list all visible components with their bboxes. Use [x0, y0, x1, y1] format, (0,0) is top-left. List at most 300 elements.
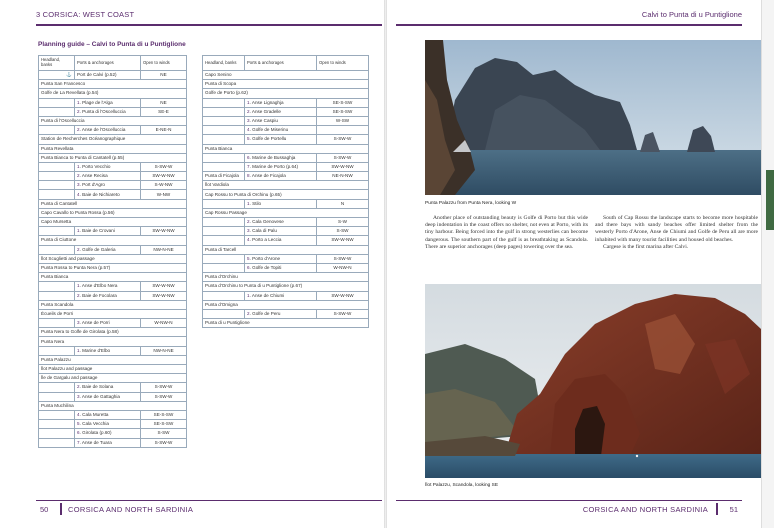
anchorage-number: 6	[77, 430, 80, 436]
headland-cell	[203, 153, 245, 162]
headland-cell	[39, 410, 75, 419]
header-headland: Headland, banks	[203, 56, 245, 71]
winds-cell	[317, 126, 369, 135]
section-cell: Écueils de Porri	[39, 309, 187, 318]
winds-cell: W-NW-N	[317, 263, 369, 272]
section-cell: Punta Rossa to Punta Nera (p.57)	[39, 263, 187, 272]
winds-cell: N	[317, 199, 369, 208]
table-row	[203, 236, 369, 245]
winds-cell: NE-N-NW	[317, 172, 369, 181]
table-row	[203, 144, 369, 153]
winds-cell: S-SW-W	[141, 162, 187, 171]
footer-left	[36, 500, 382, 517]
planning-guide-title: Planning guide – Calvi to Punta di u Puntiglione	[38, 41, 186, 48]
anchorage-name: Stilo	[252, 200, 262, 206]
anchorage-name: Cala Genovese	[252, 219, 284, 225]
table-row	[39, 337, 187, 346]
section-cell: Cap Rossu to Punta di Orchinu (p.65)	[203, 190, 369, 199]
anchorage-number: 2	[77, 173, 80, 179]
table-row	[203, 126, 369, 135]
headland-cell	[203, 236, 245, 245]
page-number-left: 50	[40, 505, 49, 514]
section-cell: Golfe de Porto (p.62)	[203, 89, 369, 98]
book-title-left: CORSICA AND NORTH SARDINIA	[68, 505, 194, 514]
footer-bar-left	[60, 503, 62, 515]
section-cell: Punta Nera	[39, 337, 187, 346]
winds-cell: NE	[141, 98, 187, 107]
table-row	[39, 401, 187, 410]
headland-cell	[39, 383, 75, 392]
winds-cell: SE-S-SW	[317, 107, 369, 116]
anchorage-cell: 5. Cala Vecchia	[75, 420, 141, 429]
table-header-row	[203, 56, 369, 71]
anchorage-name: Anse Caspiu	[251, 118, 278, 124]
winds-cell: S-SW	[141, 429, 187, 438]
table-row	[203, 319, 369, 328]
book-title-right: CORSICA AND NORTH SARDINIA	[582, 505, 708, 514]
winds-cell: NE	[141, 71, 187, 80]
photo-ilot-palazzu-image	[425, 284, 761, 478]
table-row	[39, 429, 187, 438]
winds-cell: S-W-NW	[141, 181, 187, 190]
table-row	[39, 208, 187, 217]
headland-cell	[39, 438, 75, 447]
anchorage-cell: 5. Golfe de Portellu	[245, 135, 317, 144]
winds-cell: NW-N-NE	[141, 245, 187, 254]
headland-cell	[39, 227, 75, 236]
table-row	[39, 227, 187, 236]
table-row	[203, 98, 369, 107]
section-cell: Capo Senino	[203, 71, 369, 80]
winds-cell: S-SW-W	[141, 438, 187, 447]
winds-cell: S-W	[317, 218, 369, 227]
anchorage-cell: 1. Stilo	[245, 199, 317, 208]
winds-cell: W-NW	[141, 190, 187, 199]
body-text-column-2	[595, 215, 758, 251]
section-cell: Punta Scandola	[39, 300, 187, 309]
table-row	[39, 291, 187, 300]
headland-cell: Punta di Ficajola	[203, 172, 245, 181]
table-row	[203, 135, 369, 144]
winds-cell: S-SW-W	[141, 383, 187, 392]
table-row	[39, 300, 187, 309]
anchorage-name: Baie de Nichiareto	[82, 191, 120, 197]
anchorage-name: Plage de l'Alga	[82, 99, 113, 105]
anchorage-number: 2	[77, 246, 80, 252]
anchorage-number: 2	[77, 384, 80, 390]
section-cell: Punta di Scopa	[203, 80, 369, 89]
table-row	[203, 190, 369, 199]
photo-caption-bottom: Îlot Palazzu, Scandola, looking SE	[425, 483, 499, 488]
section-cell: Punta di Ciuttone	[39, 236, 187, 245]
anchorage-cell: 3. Anse de Porri	[75, 319, 141, 328]
table-row	[39, 319, 187, 328]
winds-cell: SW-W-NW	[141, 227, 187, 236]
table-row	[203, 291, 369, 300]
headland-cell	[39, 245, 75, 254]
anchor-icon: ⚓	[66, 72, 72, 78]
anchorage-name: Anse Lignaghja	[251, 99, 284, 105]
left-page	[0, 0, 384, 528]
anchorage-name: Baie de Solana	[82, 384, 114, 390]
section-cell: Punta San Francesco	[39, 80, 187, 89]
anchorage-name: Baie de Crovani	[82, 228, 115, 234]
headland-cell	[203, 309, 245, 318]
table-row	[203, 80, 369, 89]
headland-cell	[203, 291, 245, 300]
anchorage-name: Golfe de Peru	[252, 310, 281, 316]
winds-cell: S-SW-W	[317, 254, 369, 263]
table-row	[39, 263, 187, 272]
anchorage-name: Marine de Porto (p.64)	[252, 163, 299, 169]
section-cell: Punta d'Orchinu to Punta di u Puntiglione (p.67)	[203, 282, 369, 291]
table-row	[203, 254, 369, 263]
winds-cell: SE-S-SW	[141, 420, 187, 429]
table-row	[39, 116, 187, 125]
winds-cell: S-SW-W	[317, 135, 369, 144]
table-row	[203, 273, 369, 282]
section-cell: Punta Palazzu	[39, 355, 187, 364]
table-row	[39, 392, 187, 401]
table-row	[39, 273, 187, 282]
anchorage-name: Baie de Focolara	[82, 292, 117, 298]
table-row	[39, 438, 187, 447]
section-cell: Îlot Scuglietti and passage	[39, 254, 187, 263]
anchorage-number: 4	[247, 127, 250, 133]
anchorage-cell: 1. Baie de Crovani	[75, 227, 141, 236]
headland-cell	[39, 190, 75, 199]
chapter-thumb-tab	[766, 170, 774, 230]
anchorage-number: 7	[247, 163, 250, 169]
headland-cell	[203, 135, 245, 144]
anchorage-name: Golfe de Galeria	[82, 246, 116, 252]
section-cell: Punta Bianca	[203, 144, 369, 153]
anchorage-cell: 2. Golfe de Peru	[245, 309, 317, 318]
anchorage-cell: 4. Porto a Leccia	[245, 236, 317, 245]
anchorage-cell: 8. Anse de Ficajola	[245, 172, 317, 181]
anchorage-number: 1	[77, 283, 80, 289]
anchorage-cell: 1. Anse Lignaghja	[245, 98, 317, 107]
headland-cell	[39, 429, 75, 438]
anchorage-number: 3	[247, 228, 250, 234]
anchorage-name: Anse de Tuara	[81, 439, 112, 445]
section-cell: Punta di Tarcell	[203, 245, 369, 254]
table-row	[39, 181, 187, 190]
anchorage-name: Marine d'Elbo	[82, 347, 111, 353]
anchorage-cell: 1. Marine d'Elbo	[75, 346, 141, 355]
anchorage-number: 4	[77, 191, 80, 197]
table-row	[39, 420, 187, 429]
photo-punta-palazzu-image	[425, 40, 761, 195]
table-row	[39, 365, 187, 374]
section-cell: Capo Cavallo to Punta Rossa (p.56)	[39, 208, 187, 217]
anchorage-cell: 1. Anse d'Elbo Nera	[75, 282, 141, 291]
anchorage-name: Anse d'Elbo Nera	[81, 283, 118, 289]
anchorage-cell: 2. Anse Gradelle	[245, 107, 317, 116]
table-row	[203, 309, 369, 318]
table-row	[39, 245, 187, 254]
anchorage-number: 6	[247, 154, 250, 160]
anchorage-number: 5	[77, 421, 80, 427]
table-row	[39, 135, 187, 144]
table-row	[39, 71, 187, 80]
anchorage-name: Anse de Ficajola	[251, 173, 286, 179]
section-cell: Punta Bianca	[39, 273, 187, 282]
photo-caption-top: Punta Palazzu from Punta Nera, looking W	[425, 201, 517, 206]
anchorage-number: 7	[77, 439, 80, 445]
anchorage-number: 2	[77, 108, 80, 114]
anchorage-name: Port d'Agro	[82, 182, 105, 188]
anchorage-cell: 2. Anse Recisa	[75, 172, 141, 181]
anchorage-number: 2	[247, 310, 250, 316]
anchorage-cell: 3. Cala di Palu	[245, 227, 317, 236]
table-row	[203, 71, 369, 80]
headland-cell	[203, 98, 245, 107]
table-row	[203, 227, 369, 236]
anchorage-name: Punta di l'Oscelluccia	[82, 108, 126, 114]
anchorage-name: Porto a Leccia	[252, 237, 282, 243]
headland-cell	[39, 291, 75, 300]
table-row	[39, 355, 187, 364]
anchorage-name: Anse Recisa	[81, 173, 108, 179]
anchorage-cell: 6. Golfe de Topiti	[245, 263, 317, 272]
anchorage-name: Cala di Palu	[252, 228, 277, 234]
table-row	[39, 107, 187, 116]
headland-cell	[203, 162, 245, 171]
anchorage-cell: 6. Marine de Bussaghja	[245, 153, 317, 162]
table-row	[39, 153, 187, 162]
anchorage-cell: 4. Baie de Nichiareto	[75, 190, 141, 199]
headland-cell	[203, 107, 245, 116]
winds-cell: SW-W-NW	[317, 236, 369, 245]
winds-cell: SW-W-NW	[141, 282, 187, 291]
anchorage-cell: 2. Punta di l'Oscelluccia	[75, 107, 141, 116]
table-row	[39, 144, 187, 153]
table-header-row	[39, 56, 187, 71]
anchorage-name: Golfe de Topiti	[252, 265, 282, 271]
winds-cell: SW-W-NW	[317, 162, 369, 171]
header-winds: Open to winds	[141, 56, 187, 71]
page-edge	[761, 0, 774, 528]
winds-cell: SW-W-NW	[317, 291, 369, 300]
footer-right	[396, 500, 742, 517]
table-row	[39, 98, 187, 107]
headland-cell	[39, 282, 75, 291]
anchorage-cell: 3. Port d'Agro	[75, 181, 141, 190]
header-winds: Open to winds	[317, 56, 369, 71]
anchorage-cell: 1. Anse de Chiumi	[245, 291, 317, 300]
anchorage-number: 1	[247, 200, 250, 206]
body-text-column-1	[425, 215, 588, 251]
headland-cell	[203, 227, 245, 236]
chapter-heading: 3 CORSICA: WEST COAST	[36, 10, 135, 19]
header-ports: Ports & anchorages	[245, 56, 317, 71]
anchorage-name: Cala Muretta	[82, 412, 109, 418]
running-header-left	[36, 10, 382, 24]
headland-cell	[39, 172, 75, 181]
anchorage-number: 3	[247, 118, 250, 124]
winds-cell: SE-S-SW	[141, 410, 187, 419]
table-row	[39, 282, 187, 291]
anchorage-number: 2	[247, 108, 250, 114]
winds-cell: S-SW-W	[317, 309, 369, 318]
anchorage-cell: 1. Plage de l'Alga	[75, 98, 141, 107]
headland-cell	[203, 199, 245, 208]
winds-cell: S-SW-W	[141, 392, 187, 401]
body-paragraph: Another place of outstanding beauty is Golfe di Porto but this wide deep indentation in the coast offers no shelter, not even at Porto, with its tiny harbour. Being forced into the gulf in strong westerlies can become dangerous. The southern part of the gulf is as breathtaking as Scandola. There are superior anchorages (deep pages) towering over the sea.	[425, 215, 588, 250]
section-cell: Punta Revellata	[39, 144, 187, 153]
section-cell: Punta Bianca to Punta di Cantatell (p.55)	[39, 153, 187, 162]
section-cell: Punta di Cantatell	[39, 199, 187, 208]
section-cell: Îlot Palazzu and passage	[39, 365, 187, 374]
headland-cell	[203, 218, 245, 227]
planning-guide-table-right	[202, 55, 369, 328]
table-row	[203, 172, 369, 181]
section-cell: Station de Recherches Océanographique	[39, 135, 187, 144]
headland-cell	[39, 420, 75, 429]
section-cell: Punta di u Puntiglione	[203, 319, 369, 328]
table-row	[203, 218, 369, 227]
table-row	[39, 309, 187, 318]
winds-cell: S-SW-W	[317, 153, 369, 162]
photo-ilot-palazzu	[425, 284, 761, 478]
section-cell: Punta d'Orchinu	[203, 273, 369, 282]
section-cell: Punta d'Omigna	[203, 300, 369, 309]
anchorage-number: 1	[247, 292, 250, 298]
headland-cell	[39, 162, 75, 171]
headland-cell	[39, 181, 75, 190]
anchorage-name: Cala Vecchia	[82, 421, 109, 427]
anchorage-number: 5	[247, 255, 250, 261]
anchorage-number: 3	[77, 182, 80, 188]
table-row	[39, 374, 187, 383]
anchorage-number: 5	[247, 136, 250, 142]
anchorage-number: 6	[247, 265, 250, 271]
anchorage-cell: 3. Anse de Gattaghia	[75, 392, 141, 401]
anchorage-name: Marine de Bussaghja	[252, 154, 296, 160]
anchorage-cell: 2. Golfe de Galeria	[75, 245, 141, 254]
footer-bar-right	[716, 503, 718, 515]
page-number-right: 51	[729, 505, 738, 514]
headland-cell	[39, 71, 75, 80]
anchorage-number: 1	[77, 99, 80, 105]
anchorage-number: 8	[247, 173, 250, 179]
anchorage-cell: 5. Porto d'Arone	[245, 254, 317, 263]
table-row	[203, 107, 369, 116]
table-row	[39, 254, 187, 263]
table-row	[203, 245, 369, 254]
winds-cell: NW-N-NE	[141, 346, 187, 355]
headland-cell	[39, 346, 75, 355]
anchorage-name: Anse de Chiumi	[251, 292, 285, 298]
anchorage-name: Porto Vecchio	[82, 163, 111, 169]
anchorage-name: Port de Calvi (p.52)	[77, 72, 117, 78]
anchorage-number: 2	[247, 219, 250, 225]
anchorage-name: Girolata (p.60)	[82, 430, 112, 436]
anchorage-number: 3	[77, 320, 80, 326]
table-row	[203, 116, 369, 125]
table-row	[39, 410, 187, 419]
anchorage-cell: 2. Cala Genovese	[245, 218, 317, 227]
section-cell: Capo Mursetta	[39, 218, 187, 227]
anchorage-cell: 4. Cala Muretta	[75, 410, 141, 419]
headland-cell	[39, 319, 75, 328]
header-rule	[396, 24, 742, 26]
table-row	[203, 89, 369, 98]
anchorage-number: 1	[77, 347, 80, 353]
section-cell: Îlot Vardiola	[203, 181, 369, 190]
anchorage-cell: 4. Golfe de Miserinu	[245, 126, 317, 135]
section-cell: Golfe de La Revellata (p.54)	[39, 89, 187, 98]
table-row	[39, 328, 187, 337]
winds-cell: W-NW-N	[141, 319, 187, 328]
anchorage-name: Golfe de Miserinu	[252, 127, 289, 133]
headland-cell	[203, 116, 245, 125]
table-row	[203, 282, 369, 291]
section-cell: Punta di l'Oscelluccia	[39, 116, 187, 125]
table-row	[203, 153, 369, 162]
anchorage-number: 2	[77, 292, 80, 298]
anchorage-cell: 7. Marine de Porto (p.64)	[245, 162, 317, 171]
anchorage-name: Anse de Porri	[81, 320, 110, 326]
anchorage-number: 2	[77, 127, 80, 133]
running-header-right	[396, 10, 742, 24]
section-heading: Calvi to Punta di u Puntiglione	[641, 10, 742, 19]
section-cell: Punta Muchilina	[39, 401, 187, 410]
headland-cell	[203, 126, 245, 135]
header-headland: Headland, banks	[39, 56, 75, 71]
table-row	[39, 236, 187, 245]
anchorage-cell: 2. Baie de Focolara	[75, 291, 141, 300]
table-row	[203, 300, 369, 309]
winds-cell: E-NE-N	[141, 126, 187, 135]
anchorage-cell	[75, 71, 141, 80]
table-row	[39, 172, 187, 181]
anchorage-number: 4	[77, 412, 80, 418]
anchorage-name: Porto d'Arone	[252, 255, 281, 261]
winds-cell: SE-S-SW	[317, 98, 369, 107]
anchorage-number: 1	[77, 163, 80, 169]
anchorage-cell: 1. Porto Vecchio	[75, 162, 141, 171]
anchorage-cell: 2. Anse de l'Oscelluccia	[75, 126, 141, 135]
header-rule	[36, 24, 382, 26]
headland-cell	[39, 392, 75, 401]
winds-cell: SE-E	[141, 107, 187, 116]
headland-cell	[203, 263, 245, 272]
header-ports: Ports & anchorages	[75, 56, 141, 71]
table-row	[203, 199, 369, 208]
table-row	[39, 199, 187, 208]
table-row	[203, 263, 369, 272]
anchorage-cell: 7. Anse de Tuara	[75, 438, 141, 447]
headland-cell	[39, 107, 75, 116]
winds-cell: SW-W-NW	[141, 172, 187, 181]
anchorage-number: 4	[247, 237, 250, 243]
headland-cell	[203, 254, 245, 263]
winds-cell: S-SW	[317, 227, 369, 236]
table-row	[39, 346, 187, 355]
photo-punta-palazzu	[425, 40, 761, 195]
anchorage-cell: 3. Anse Caspiu	[245, 116, 317, 125]
table-row	[39, 190, 187, 199]
anchorage-number: 1	[77, 228, 80, 234]
body-paragraph: Cargese is the first marina after Calvi.	[603, 243, 689, 250]
section-cell: Cap Rossu Passage	[203, 208, 369, 217]
table-row	[39, 89, 187, 98]
headland-cell	[39, 98, 75, 107]
body-paragraph: South of Cap Rossu the landscape starts to become more hospitable and there bays with sandy beaches offer limited shelter from the westerly Porto d'Arone, Anse de Chiumi and Golfe de Peru all are more inhabited with many tourist facilities and housed old beaches.	[595, 215, 758, 243]
anchorage-name: Anse de l'Oscelluccia	[81, 127, 126, 133]
